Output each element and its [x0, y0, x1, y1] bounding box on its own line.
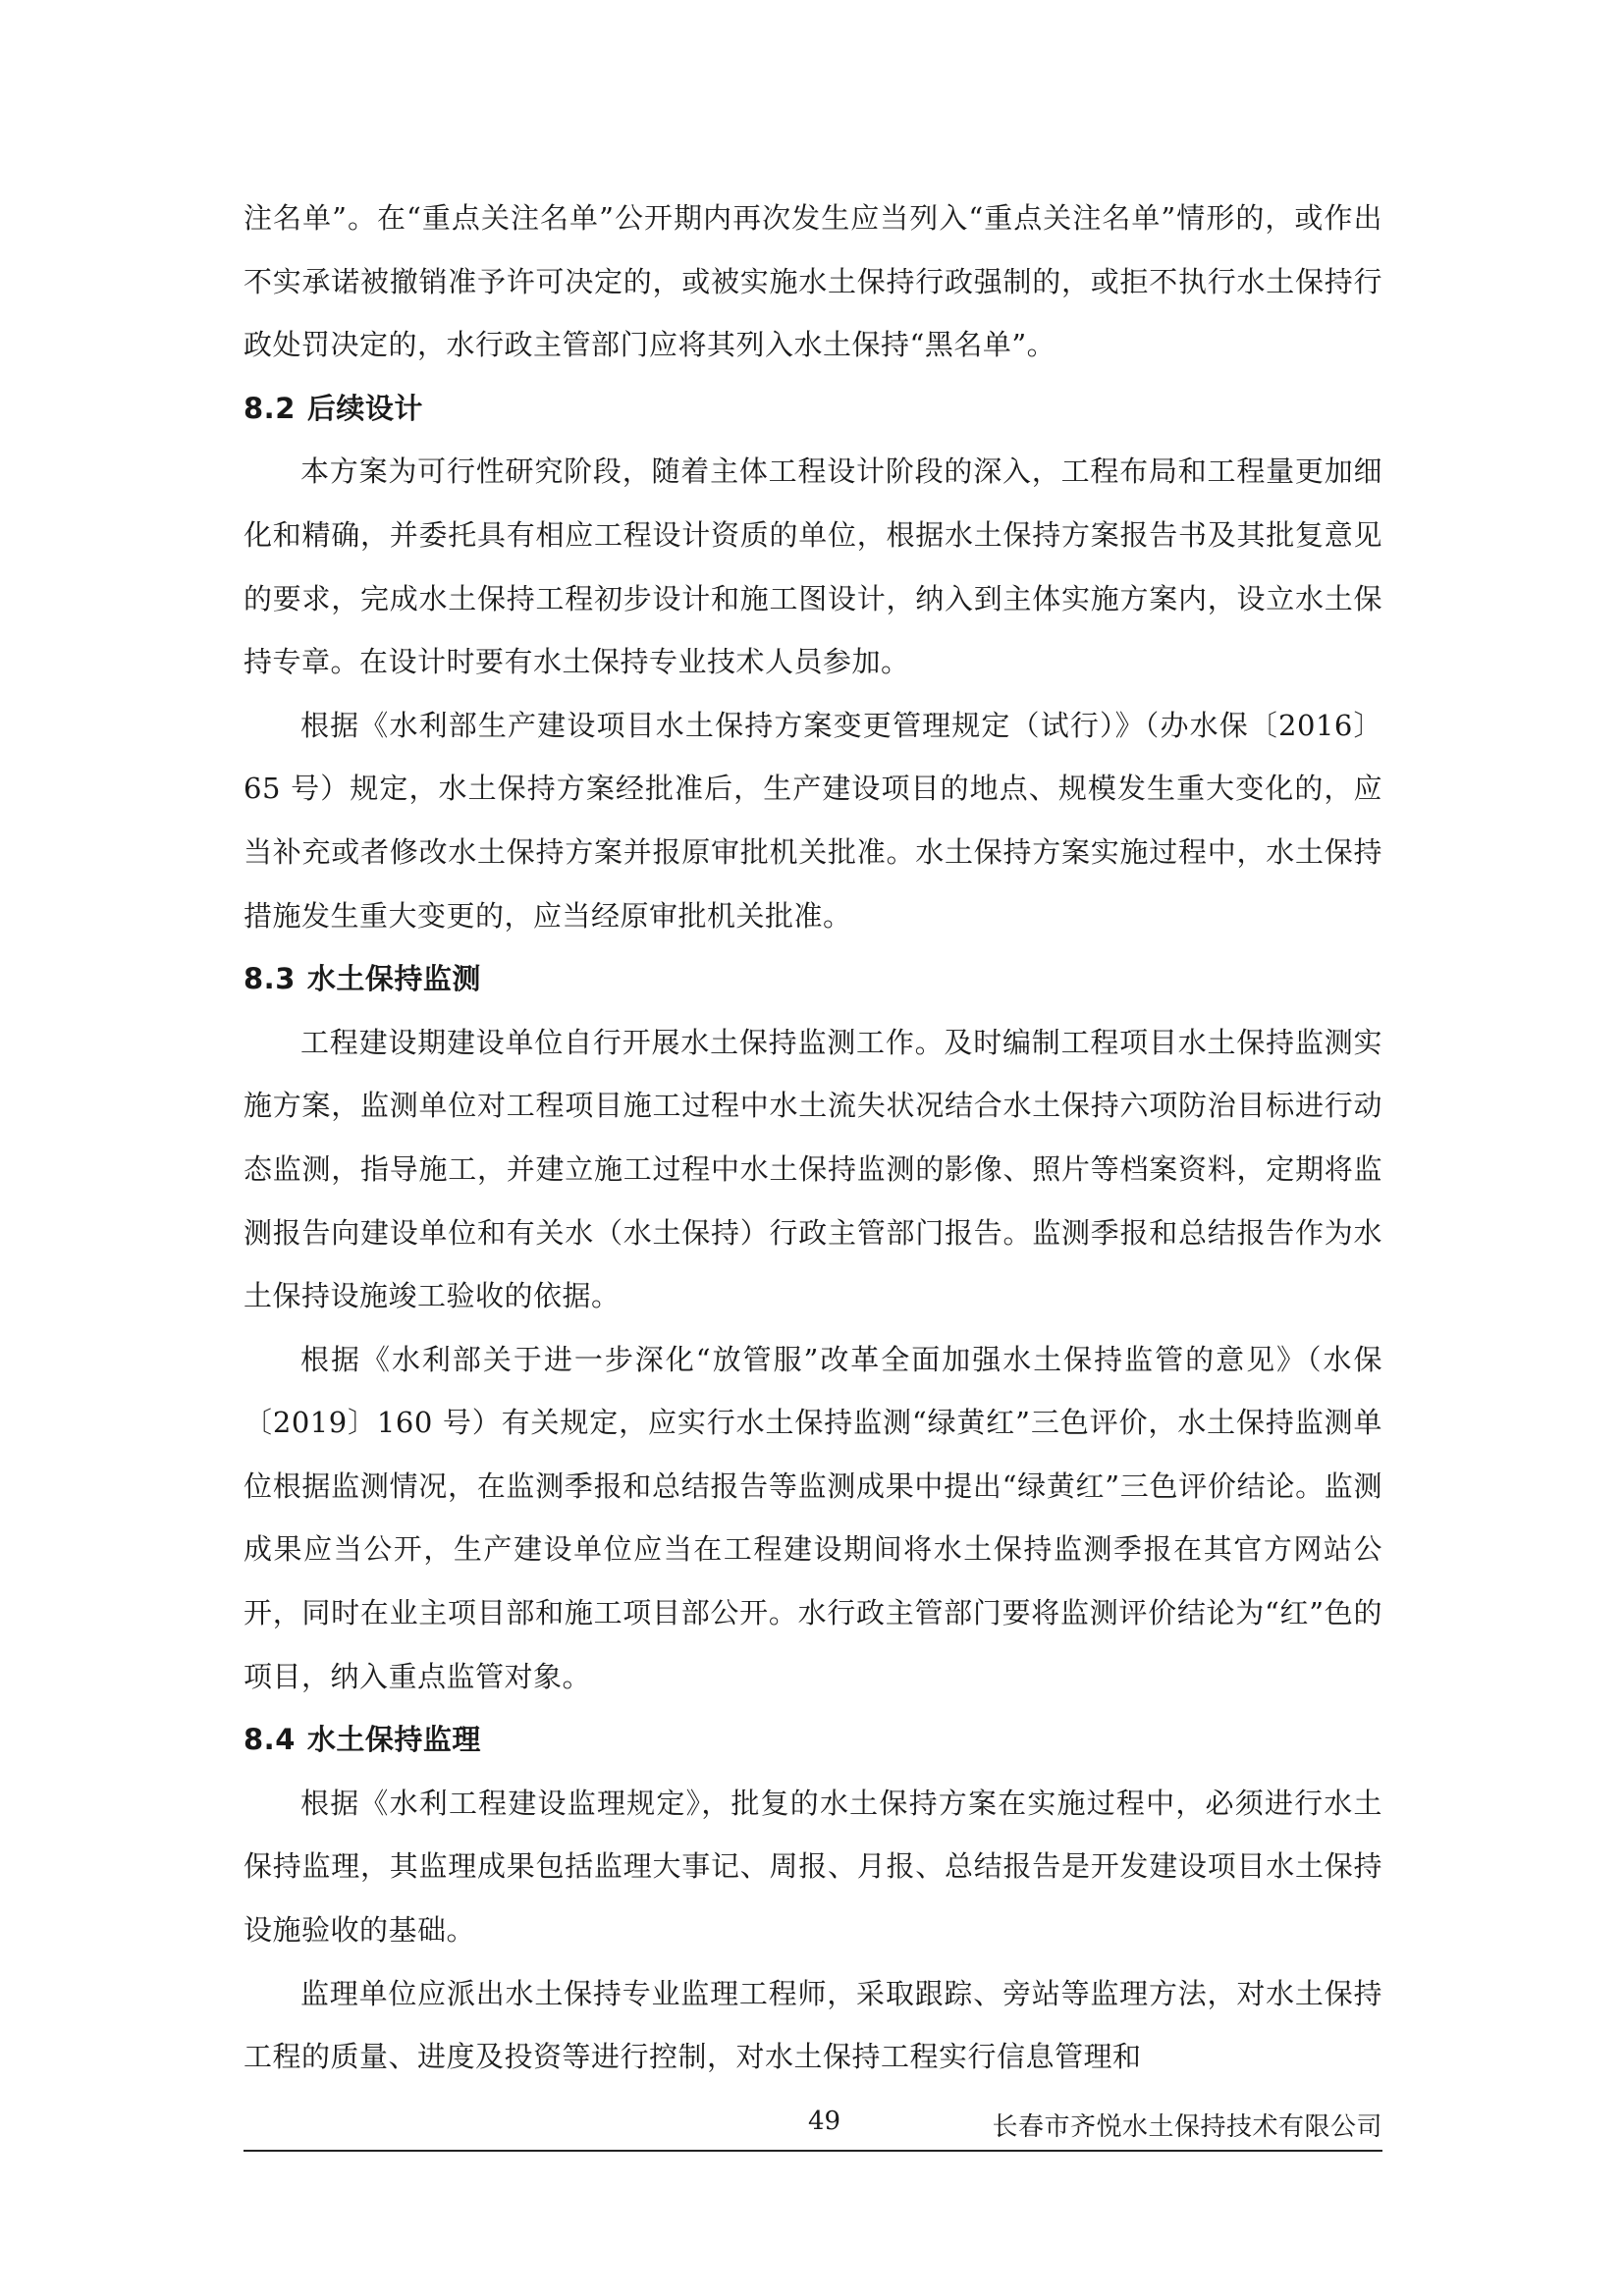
section-number: 8.4 — [244, 1723, 296, 1757]
footer-rule — [244, 2150, 1382, 2152]
paragraph: 根据《水利部生产建设项目水土保持方案变更管理规定（试行）》（办水保〔2016〕65 号）规定，水土保持方案经批准后，生产建设项目的地点、规模发生重大变化的，应当补充或者修改水土保持方案并报原审批机关批准。水土保持方案实施过程中，水土保持措施发生重大变更的，应当经原审批机关批准。 — [244, 708, 1382, 933]
page-footer — [244, 2107, 1382, 2146]
paragraph: 根据《水利工程建设监理规定》，批复的水土保持方案在实施过程中，必须进行水土保持监理，其监理成果包括监理大事记、周报、月报、总结报告是开发建设项目水土保持设施验收的基础。 — [244, 1786, 1382, 1948]
page-number: 49 — [808, 2107, 841, 2136]
section-heading-8-4 — [244, 1708, 1382, 1772]
paragraph: 工程建设期建设单位自行开展水土保持监测工作。及时编制工程项目水土保持监测实施方案，监测单位对工程项目施工过程中水土流失状况结合水土保持六项防治目标进行动态监测，指导施工，并建立施工过程中水土保持监测的影像、照片等档案资料，定期将监测报告向建设单位和有关水（水土保持）行政主管部门报告。监测季报和总结报告作为水土保持设施竣工验收的依据。 — [244, 1025, 1382, 1313]
paragraph: 本方案为可行性研究阶段，随着主体工程设计阶段的深入，工程布局和工程量更加细化和精确，并委托具有相应工程设计资质的单位，根据水土保持方案报告书及其批复意见的要求，完成水土保持工程初步设计和施工图设计，纳入到主体实施方案内，设立水土保持专章。在设计时要有水土保持专业技术人员参加。 — [244, 454, 1382, 679]
section-number: 8.3 — [244, 962, 296, 996]
section-heading-8-3 — [244, 947, 1382, 1011]
section-number: 8.2 — [244, 391, 296, 425]
section-title: 水土保持监测 — [306, 962, 481, 996]
section-title: 后续设计 — [306, 391, 423, 425]
document-page — [244, 0, 1382, 2296]
section-heading-8-2 — [244, 377, 1382, 441]
company-name: 长春市齐悦水土保持技术有限公司 — [992, 2112, 1382, 2142]
section-title: 水土保持监理 — [306, 1723, 481, 1757]
paragraph: 监理单位应派出水土保持专业监理工程师，采取跟踪、旁站等监理方法，对水土保持工程的质量、进度及投资等进行控制，对水土保持工程实行信息管理和 — [244, 1976, 1382, 2074]
paragraph: 根据《水利部关于进一步深化“放管服”改革全面加强水土保持监管的意见》（水保〔2019〕160 号）有关规定，应实行水土保持监测“绿黄红”三色评价，水土保持监测单位根据监测情况，在监测季报和总结报告等监测成果中提出“绿黄红”三色评价结论。监测成果应当公开，生产建设单位应当在工程建设期间将水土保持监测季报在其官方网站公开，同时在业主项目部和施工项目部公开。水行政主管部门要将监测评价结论为“红”色的项目，纳入重点监管对象。 — [244, 1342, 1382, 1693]
page-content — [244, 187, 1382, 2089]
paragraph-continued: 注名单”。在“重点关注名单”公开期内再次发生应当列入“重点关注名单”情形的，或作出不实承诺被撤销准予许可决定的，或被实施水土保持行政强制的，或拒不执行水土保持行政处罚决定的，水行政主管部门应将其列入水土保持“黑名单”。 — [244, 201, 1382, 362]
